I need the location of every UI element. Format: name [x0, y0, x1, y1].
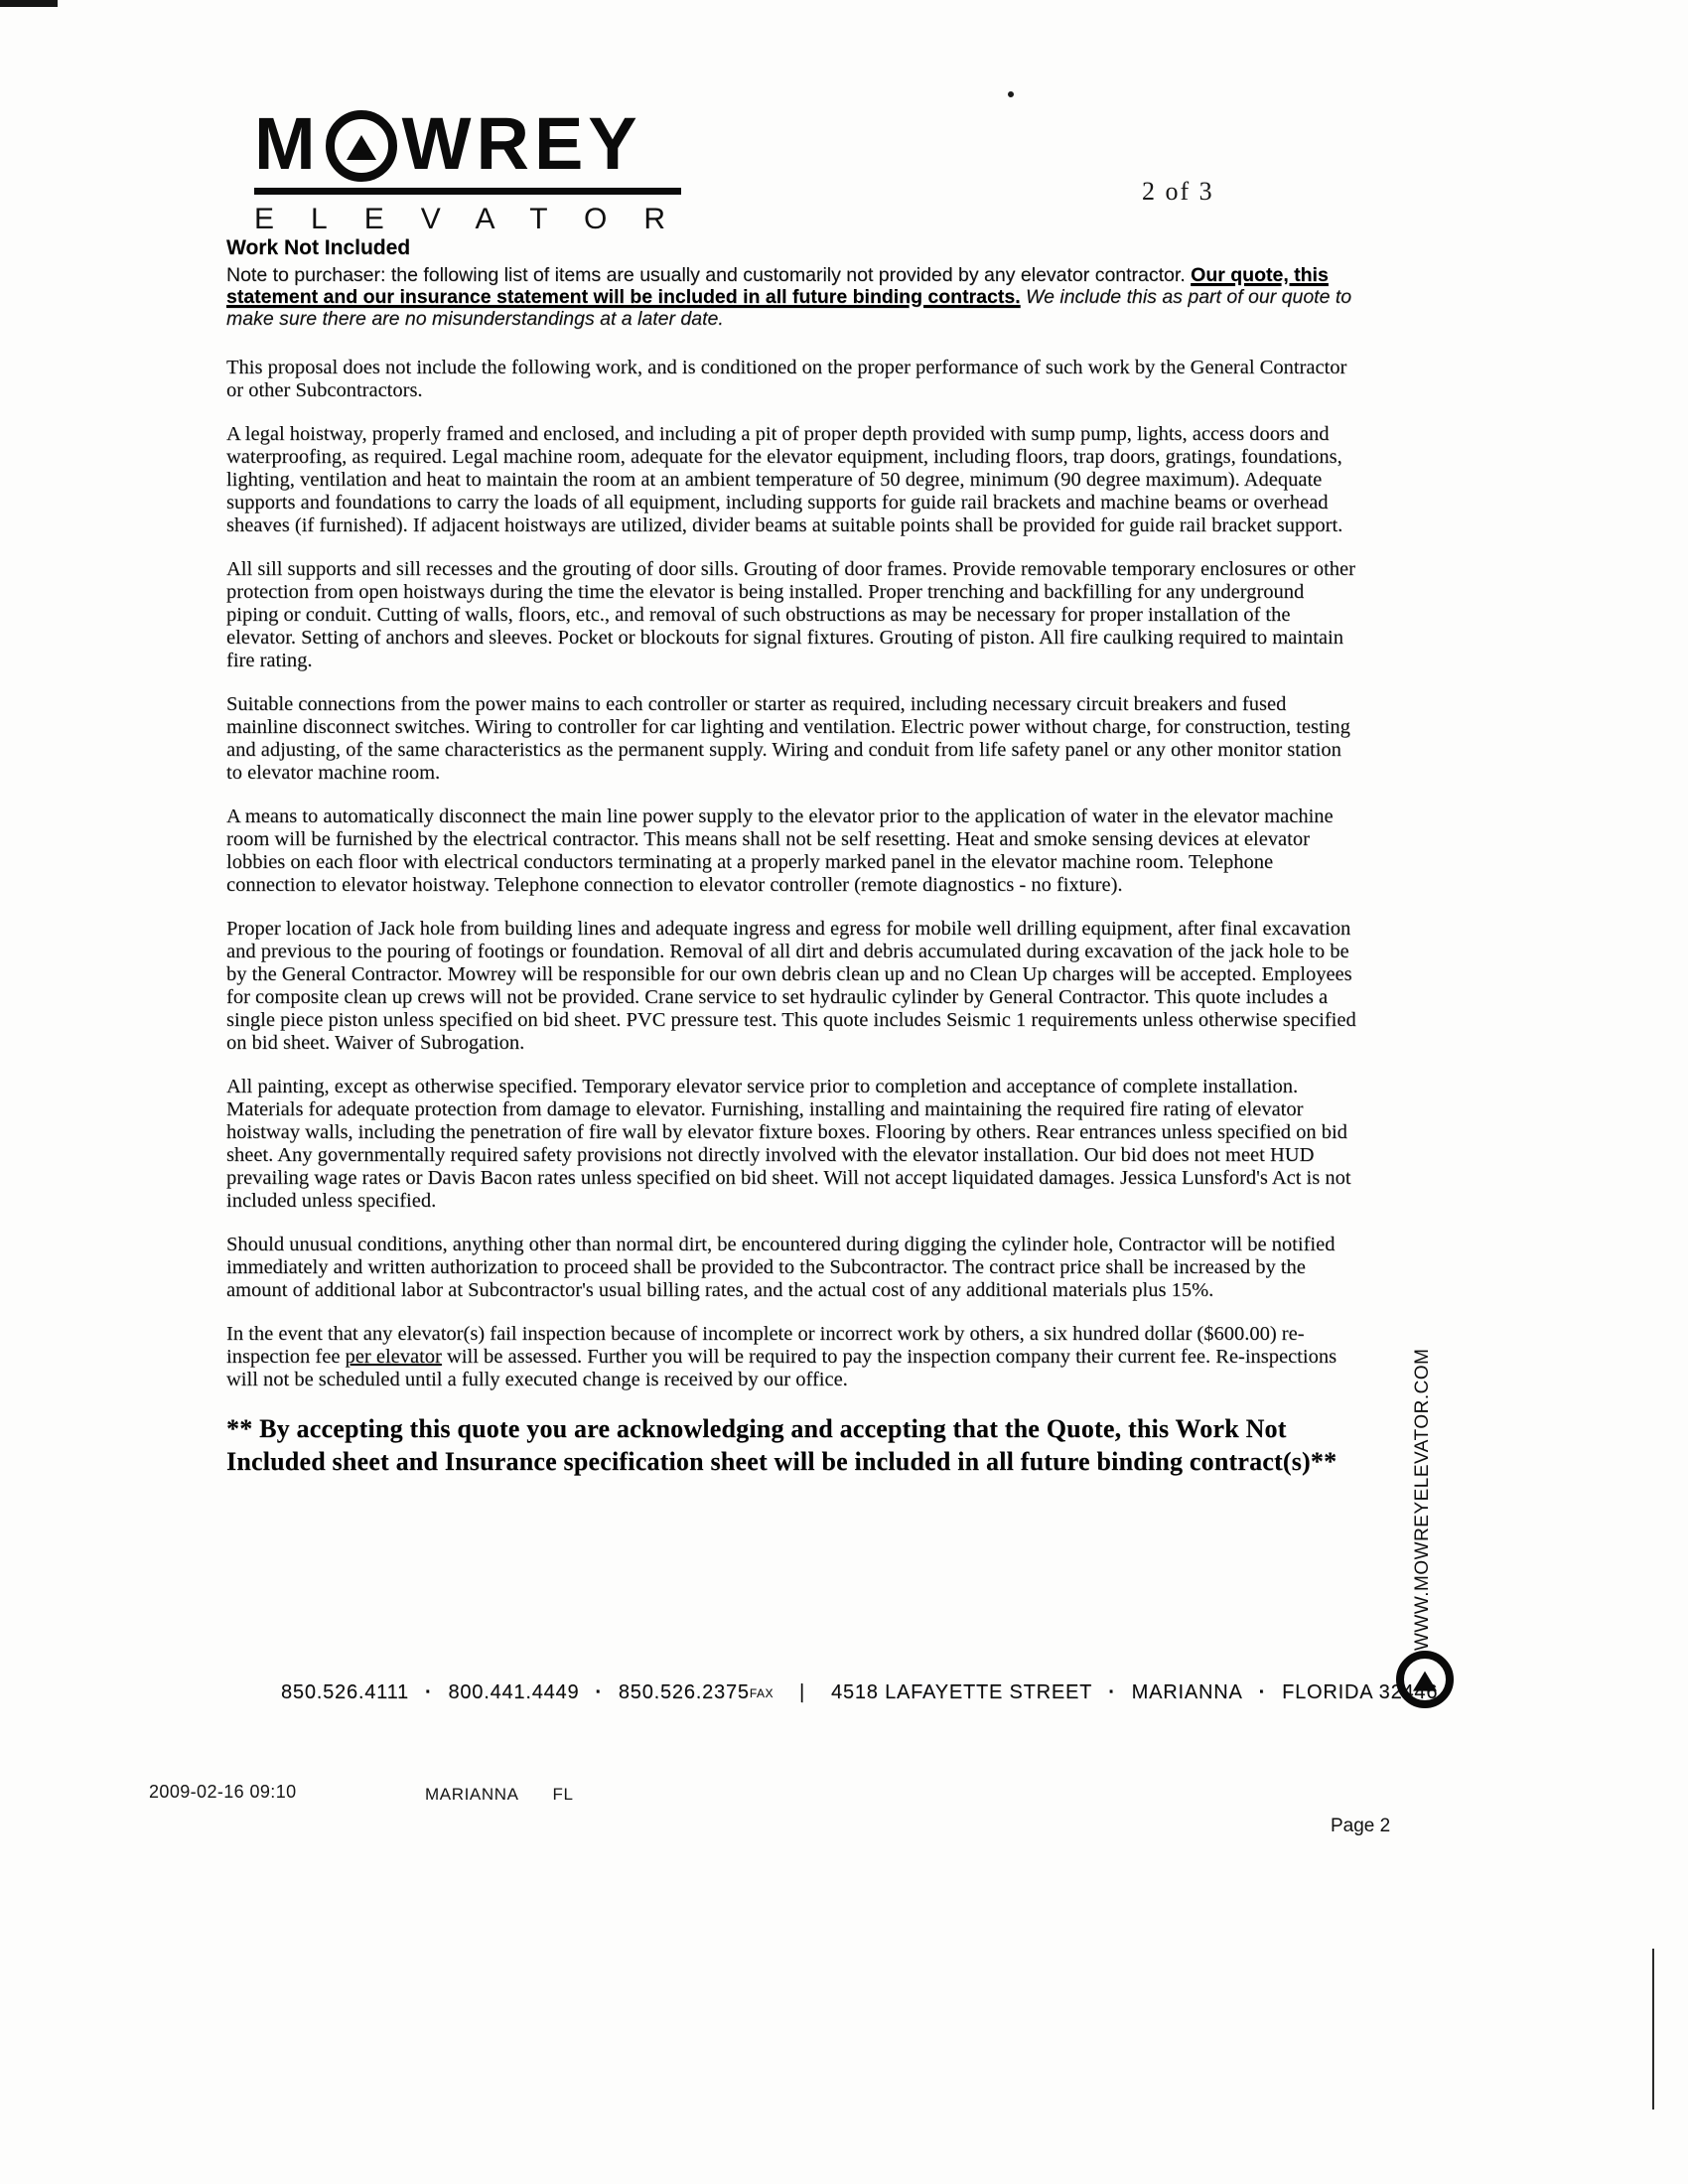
paragraph-sill-supports: All sill supports and sill recesses and the grouting of door sills. Grouting of door frames. Provide removable temporary enclosures or other protection from open hoistways during the time the elevator is being installed. Proper trenching and backfilling for any underground piping or conduit. Cutting of walls, floors, etc., and removal of such obstructions as may be necessary for proper installation of the elevator. Setting of anchors and sleeves. Pocket or blockouts for signal fixtures. Grouting of piston. All fire caulking required to maintain fire rating.	[226, 558, 1355, 671]
footer-fax-label: FAX	[749, 1686, 774, 1700]
page-indicator: 2 of 3	[1142, 177, 1214, 206]
logo-subtitle: ELEVATOR	[254, 203, 703, 235]
reinspection-pre-text: In the event that any elevator(s) fail inspection because of incomplete or incorrect work by others, a six hundred dollar ($600.00) re-inspection fee	[226, 1323, 1305, 1368]
triangle-glyph	[1413, 1672, 1437, 1691]
mowrey-logo	[254, 102, 703, 236]
footer-street-address: 4518 LAFAYETTE STREET	[831, 1681, 1093, 1703]
triangle-glyph	[347, 135, 376, 160]
reinspection-post-text: will be assessed. Further you will be required to pay the inspection company their current fee. Re-inspections will not be scheduled until a fully executed change is received by our office.	[226, 1346, 1337, 1390]
logo-underline-rule	[254, 188, 681, 195]
paragraph-power-connections: Suitable connections from the power mains to each controller or starter as required, including necessary circuit breakers and fused mainline disconnect switches. Wiring to controller for car lighting and ventilation. Electric power without charge, for construction, testing and adjusting, of the same characteristics as the permanent supply. Wiring and conduit from life safety panel or any other monitor station to elevator machine room.	[226, 693, 1350, 784]
website-vertical-text: WWW.MOWREYELEVATOR.COM	[1412, 1348, 1433, 1651]
scan-edge-line-artifact	[1652, 1949, 1654, 2110]
note-lead-text: Note to purchaser: the following list of items are usually and customarily not provided by any elevator contractor.	[226, 264, 1192, 286]
scan-state: FL	[552, 1785, 574, 1804]
acceptance-statement: ** By accepting this quote you are acknowledging and accepting that the Quote, this Work Not Included sheet and Insurance specification sheet will be included in all future binding contract(s)**	[226, 1414, 1337, 1476]
paragraph-reinspection	[226, 1323, 1360, 1391]
mowrey-circle-triangle-icon	[326, 110, 397, 182]
footer-phone-2: 800.441.4449	[448, 1681, 580, 1703]
section-heading: Work Not Included	[226, 236, 411, 259]
scan-location	[425, 1785, 574, 1805]
footer-dot-separator: ·	[595, 1681, 603, 1703]
paragraph-hoistway: A legal hoistway, properly framed and enclosed, and including a pit of proper depth provided with sump pump, lights, access doors and waterproofing, as required. Legal machine room, adequate for the elevator equipment, including floors, trap doors, gratings, foundations, lighting, ventilation and heat to maintain the room at an ambient temperature of 50 degree, minimum (90 degree maximum). Adequate supports and foundations to carry the loads of all equipment, including supports for guide rail brackets and machine beams or overhead sheaves (if furnished). If adjacent hoistways are utilized, divider beams at suitable points shall be provided for guide rail bracket support.	[226, 423, 1343, 536]
paragraph-unusual-conditions: Should unusual conditions, anything other than normal dirt, be encountered during digging the cylinder hole, Contractor will be notified immediately and written authorization to proceed shall be provided to the Subcontractor. The contract price shall be increased by the amount of additional labor at Subcontractor's usual billing rates, and the actual cost of any additional materials plus 15%.	[226, 1234, 1336, 1301]
reinspection-underlined-text: per elevator	[345, 1346, 442, 1368]
paragraph-jack-hole: Proper location of Jack hole from building lines and adequate ingress and egress for mobile well drilling equipment, after final excavation and previous to the pouring of footings or foundation. Removal of all dirt and debris accumulated during excavation of the jack hole to be by the General Contractor. Mowrey will be responsible for our own debris clean up and no Clean Up charges will be accepted. Employees for composite clean up crews will not be provided. Crane service to set hydraulic cylinder by General Contractor. This quote includes a single piece piston unless specified on bid sheet. PVC pressure test. This quote includes Seismic 1 requirements unless otherwise specified on bid sheet. Waiver of Subrogation.	[226, 918, 1356, 1054]
mowrey-circle-triangle-icon	[1396, 1651, 1454, 1708]
scan-city: MARIANNA	[425, 1785, 519, 1804]
page-number-label: Page 2	[1331, 1816, 1391, 1836]
footer-dot-separator: ·	[1108, 1681, 1116, 1703]
footer-dot-separator: ·	[1258, 1681, 1267, 1703]
note-to-purchaser-paragraph	[226, 264, 1360, 330]
paragraph-proposal-scope: This proposal does not include the following work, and is conditioned on the proper performance of such work by the General Contractor or other Subcontractors.	[226, 357, 1347, 401]
footer-fax-number: 850.526.2375	[618, 1681, 750, 1703]
footer-bar-separator: |	[799, 1681, 806, 1703]
scan-dot-artifact	[1008, 91, 1014, 97]
logo-text-pre: M	[254, 102, 321, 185]
footer-state-zip: FLORIDA 32446	[1282, 1681, 1439, 1703]
footer-contact-line	[281, 1681, 1438, 1704]
note-italic-text: We include this as part of our quote to make sure there are no misunderstandings at a later date.	[226, 286, 1352, 330]
paragraph-disconnect-means: A means to automatically disconnect the main line power supply to the elevator prior to the application of water in the elevator machine room will be furnished by the electrical contractor. This means shall not be self resetting. Heat and smoke sensing devices at elevator lobbies on each floor with electrical conductors terminating at a properly marked panel in the elevator machine room. Telephone connection to elevator hoistway. Telephone connection to elevator controller (remote diagnostics - no fixture).	[226, 805, 1334, 896]
note-emphasis-text: Our quote, this statement and our insurance statement will be included in all future binding contracts.	[226, 264, 1329, 308]
document-body	[226, 236, 1360, 1478]
footer-dot-separator: ·	[424, 1681, 433, 1703]
scan-corner-smudge	[0, 0, 58, 7]
logo-wordmark	[254, 102, 683, 185]
scan-timestamp: 2009-02-16 09:10	[149, 1782, 297, 1802]
footer-phone-1: 850.526.4111	[281, 1681, 409, 1703]
logo-text-post: WREY	[401, 102, 642, 185]
paragraph-painting: All painting, except as otherwise specified. Temporary elevator service prior to completion and acceptance of complete installation. Materials for adequate protection from damage to elevator. Furnishing, installing and maintaining the required fire rating of elevator hoistway walls, including the penetration of fire wall by elevator fixture boxes. Flooring by others. Rear entrances unless specified on bid sheet. Any governmentally required safety provisions not directly involved with the elevator installation. Our bid does not meet HUD prevailing wage rates or Davis Bacon rates unless specified on bid sheet. Will not accept liquidated damages. Jessica Lunsford's Act is not included unless specified.	[226, 1076, 1351, 1212]
footer-city: MARIANNA	[1131, 1681, 1243, 1703]
